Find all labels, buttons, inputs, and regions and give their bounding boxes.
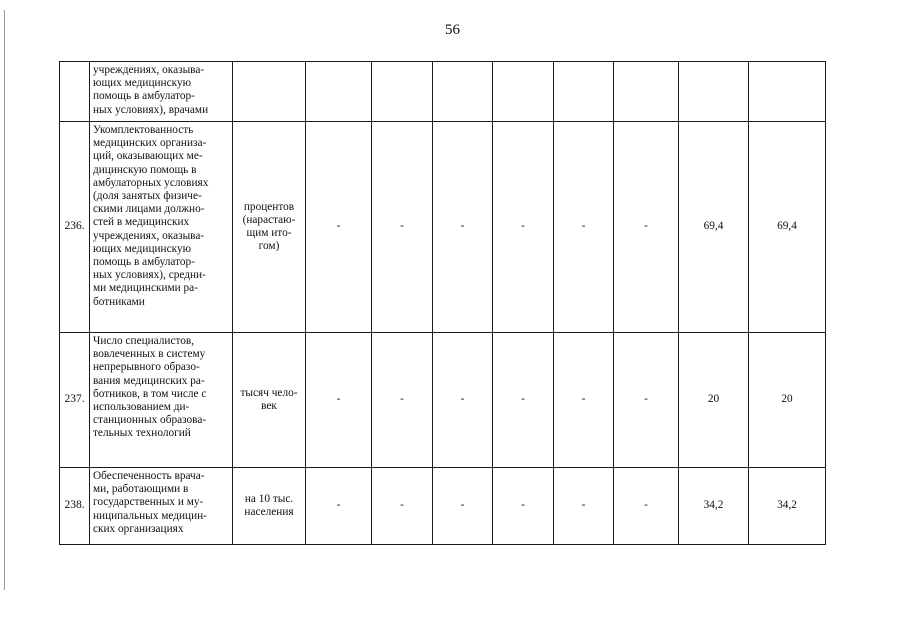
indicator-name-cell (90, 468, 233, 545)
indicator-name-line: скими лицами должно- (93, 203, 205, 216)
indicator-name-line: учреждениях, оказыва- (93, 229, 205, 242)
value-cell (372, 62, 433, 122)
indicator-name-line: использованием ди- (93, 401, 190, 414)
indicator-name-line: станционных образова- (93, 414, 207, 427)
page-number: 56 (445, 22, 460, 38)
value-cell (614, 62, 679, 122)
value-cell: - (554, 122, 614, 333)
indicator-name-line: Укомплектованность (93, 124, 194, 136)
unit-cell (233, 62, 306, 122)
table-row (60, 62, 826, 122)
value-cell (433, 62, 493, 122)
unit-line: век (261, 400, 277, 412)
value-cell: 69,4 (679, 122, 749, 333)
value-cell: - (554, 468, 614, 545)
table-row (60, 468, 826, 545)
row-number (60, 62, 90, 122)
value-cell: - (493, 122, 554, 333)
unit-line: щим ито- (246, 227, 292, 239)
unit-line: гом) (258, 240, 280, 253)
indicator-name-line: дицинскую помощь в (93, 163, 197, 176)
scan-edge-line (4, 10, 5, 590)
value-cell (749, 62, 826, 122)
value-cell: 20 (679, 333, 749, 468)
value-cell: - (306, 468, 372, 545)
value-cell: - (614, 468, 679, 545)
row-number: 236. (60, 122, 90, 333)
indicator-table (59, 61, 826, 545)
indicator-name-line: ций, оказывающих ме- (93, 150, 203, 163)
value-cell (554, 62, 614, 122)
row-number: 237. (60, 333, 90, 468)
indicator-name-line: ботников, в том числе с (93, 387, 207, 400)
value-cell: - (433, 333, 493, 468)
indicator-name-line: тельных технологий (93, 427, 191, 440)
indicator-name-line: амбулаторных условиях (93, 176, 209, 189)
value-cell: - (493, 468, 554, 545)
indicator-name-line: Обеспеченность врача- (93, 470, 205, 482)
indicator-name-cell (90, 122, 233, 333)
value-cell (679, 62, 749, 122)
indicator-name-line: вания медицинских ра- (93, 374, 205, 387)
unit-line: населения (244, 506, 294, 518)
value-cell: - (493, 333, 554, 468)
value-cell (493, 62, 554, 122)
indicator-name-line: ских организациях (93, 522, 184, 535)
indicator-name-line: непрерывного образо- (93, 361, 200, 374)
value-cell: - (614, 122, 679, 333)
indicator-name-line: помощь в амбулатор- (93, 90, 195, 103)
indicator-name-line: ных условиях), врачами (93, 103, 209, 116)
indicator-name-line: Число специалистов, (93, 335, 195, 347)
indicator-name-line: (доля занятых физиче- (93, 190, 202, 203)
indicator-name-line: медицинских организа- (93, 137, 207, 150)
value-cell: 69,4 (749, 122, 826, 333)
indicator-name-line: вовлеченных в систему (93, 348, 206, 361)
value-cell (306, 62, 372, 122)
indicator-name-cell (90, 62, 233, 122)
indicator-name-line: ниципальных медицин- (93, 509, 207, 522)
unit-line: (нарастаю- (242, 213, 296, 226)
unit-line: на 10 тыс. (244, 492, 294, 505)
value-cell: - (433, 122, 493, 333)
unit-cell (233, 333, 306, 468)
unit-cell (233, 122, 306, 333)
value-cell: - (306, 333, 372, 468)
indicator-name-line: ми, работающими в (93, 483, 189, 496)
unit-cell (233, 468, 306, 545)
indicator-name-cell (90, 333, 233, 468)
value-cell: 34,2 (679, 468, 749, 545)
value-cell: - (306, 122, 372, 333)
table-row (60, 122, 826, 333)
indicator-name-line: ми медицинскими ра- (93, 282, 198, 295)
value-cell: - (372, 468, 433, 545)
indicator-name-line: помощь в амбулатор- (93, 256, 195, 269)
value-cell: - (372, 122, 433, 333)
indicator-name-line: ных условиях), средни- (93, 269, 206, 282)
unit-line: процентов (243, 200, 295, 213)
table-row (60, 333, 826, 468)
value-cell: - (554, 333, 614, 468)
row-number: 238. (60, 468, 90, 545)
value-cell: - (372, 333, 433, 468)
value-cell: - (614, 333, 679, 468)
value-cell: 34,2 (749, 468, 826, 545)
indicator-name-line: ющих медицинскую (93, 242, 192, 255)
unit-line: тысяч чело- (240, 386, 298, 399)
indicator-name-line: ющих медицинскую (93, 77, 192, 90)
indicator-name-line: учреждениях, оказыва- (93, 64, 205, 76)
indicator-name-line: ботниками (93, 295, 145, 308)
value-cell: 20 (749, 333, 826, 468)
indicator-name-line: стей в медицинских (93, 216, 190, 229)
value-cell: - (433, 468, 493, 545)
indicator-name-line: государственных и му- (93, 496, 204, 509)
